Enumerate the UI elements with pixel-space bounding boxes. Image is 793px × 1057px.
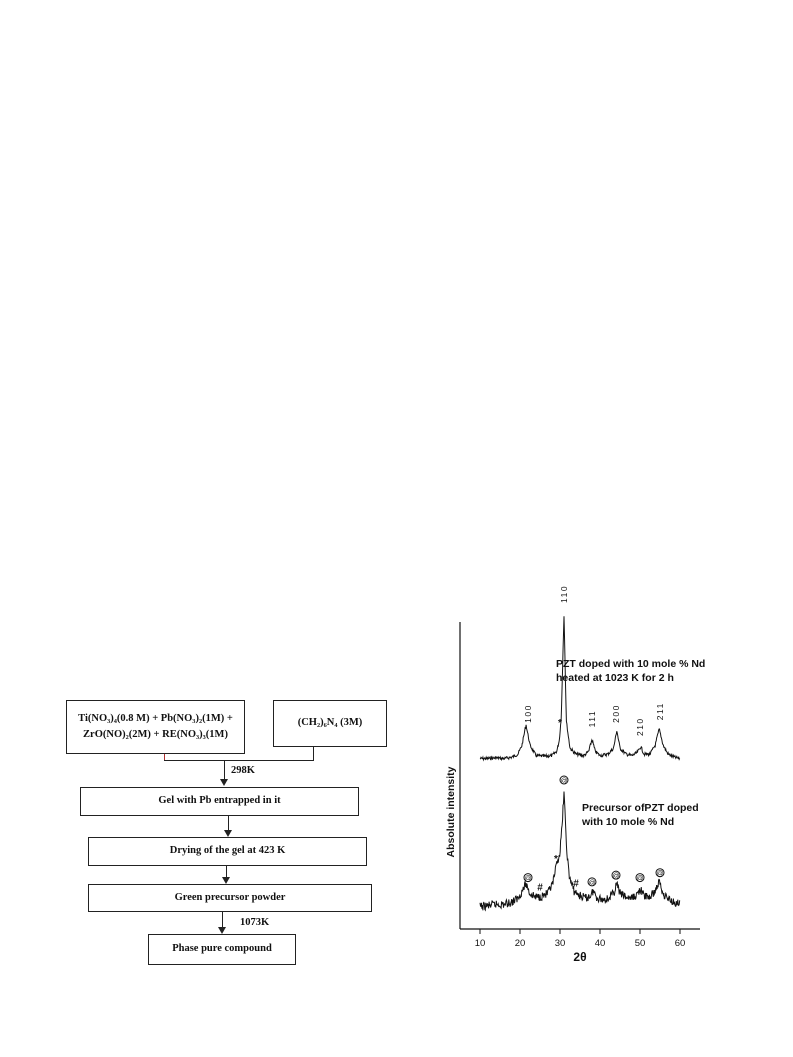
reactant-line-2: ZrO(NO)₂(2M) + RE(NO₃)₃(1M) xyxy=(83,729,228,740)
peak-hkl-label: 110 xyxy=(559,584,569,603)
peak-hkl-label: 210 xyxy=(635,717,645,737)
temperature-label-2: 1073K xyxy=(240,917,270,928)
peak-marker: @ xyxy=(588,879,596,887)
x-tick-label: 10 xyxy=(474,938,486,949)
series-2-label-line-1: Precursor ofPZT doped xyxy=(582,802,699,814)
step-gel-label: Gel with Pb entrapped in it xyxy=(158,795,281,807)
temperature-label-1: 298K xyxy=(231,765,255,776)
series-1-label-line-2: heated at 1023 K for 2 h xyxy=(556,672,674,684)
step-drying-label: Drying of the gel at 423 K xyxy=(169,845,286,857)
peak-marker: @ xyxy=(656,870,664,878)
peak-marker: @ xyxy=(560,778,568,785)
series-1-trace xyxy=(480,616,680,760)
y-axis-label: Absolute intensity xyxy=(445,766,457,858)
x-ticks xyxy=(475,929,686,949)
peak-marker: * xyxy=(554,854,558,866)
peak-hkl-label: 200 xyxy=(611,704,621,723)
x-tick-label: 50 xyxy=(634,938,646,949)
peak-marker: @ xyxy=(612,873,620,881)
series-1-label-line-1: PZT doped with 10 mole % Nd xyxy=(556,658,706,670)
series-2-label-line-2: with 10 mole % Nd xyxy=(582,816,675,828)
reactant-line-1: Ti(NO₃)₄(0.8 M) + Pb(NO₃)₂(1M) + xyxy=(78,712,233,724)
peak-marker: @ xyxy=(524,875,532,883)
peak-hkl-label: 111 xyxy=(587,709,597,728)
step-precursor-label: Green precursor powder xyxy=(174,891,286,903)
x-tick-label: 30 xyxy=(554,938,566,949)
peak-marker: # xyxy=(537,882,543,894)
peak-labels xyxy=(523,585,665,893)
x-tick-label: 20 xyxy=(514,938,526,949)
peak-hkl-label: 100 xyxy=(523,704,533,723)
peak-marker: # xyxy=(573,878,579,890)
x-tick-label: 60 xyxy=(674,938,686,949)
step-product-label: Phase pure compound xyxy=(172,943,272,955)
peak-marker: @ xyxy=(636,875,644,883)
x-tick-label: 40 xyxy=(594,938,606,949)
peak-hkl-label: 211 xyxy=(655,702,665,721)
reactant-hmta-label: (CH₂)₆N₄ (3M) xyxy=(297,717,363,729)
peak-marker: * xyxy=(558,717,562,729)
x-axis-label: 2θ xyxy=(573,950,587,964)
